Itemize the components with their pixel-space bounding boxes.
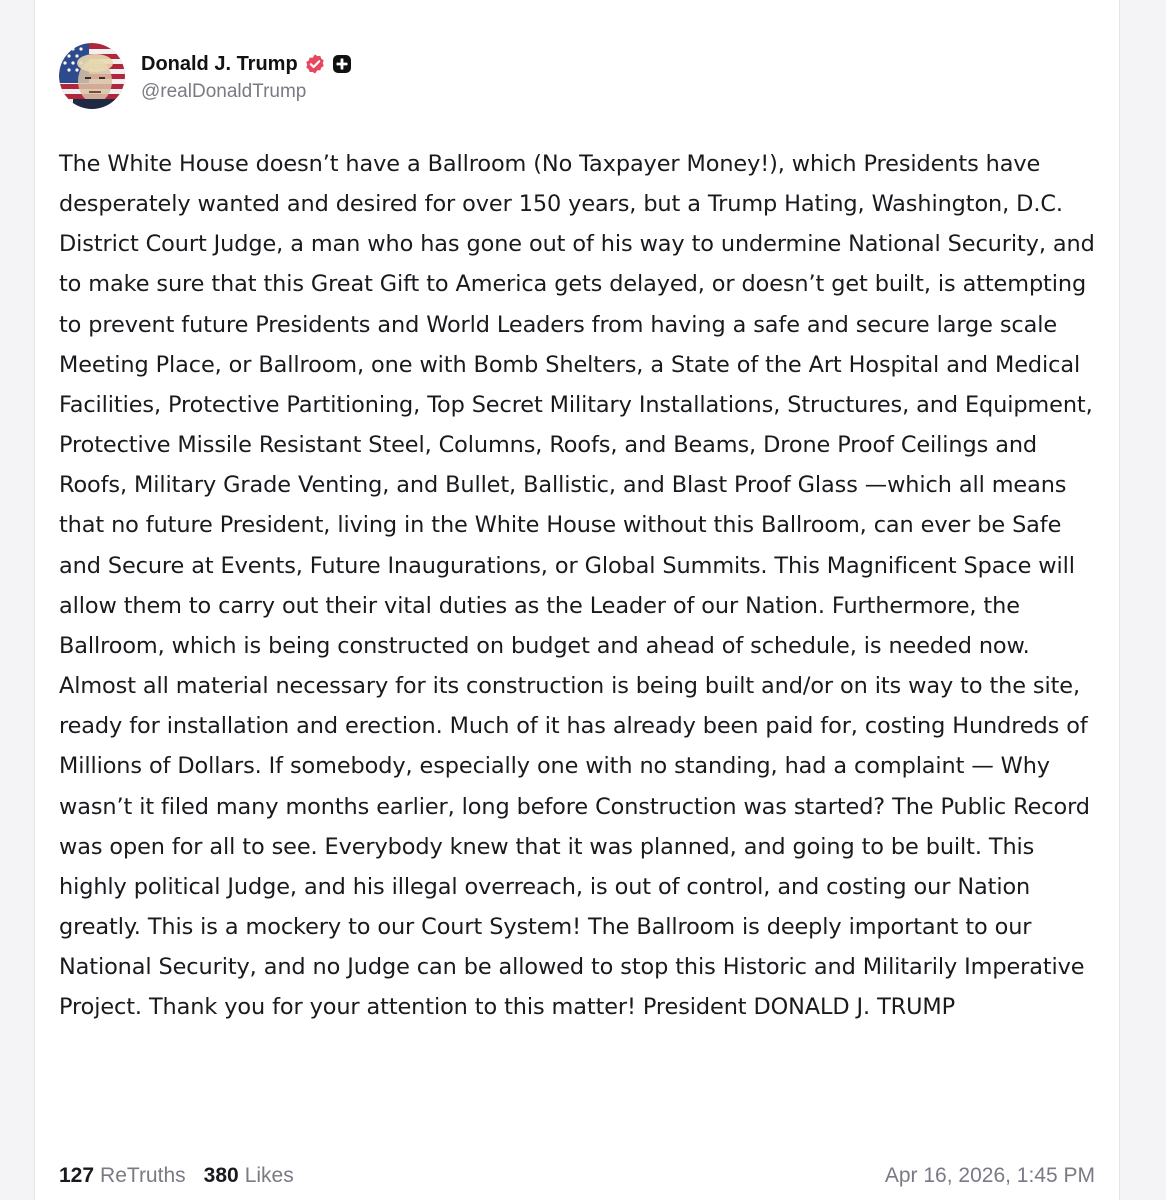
author-display-name[interactable]: Donald J. Trump: [141, 52, 298, 75]
verified-badge-icon: [304, 53, 326, 75]
author-info: [141, 49, 352, 103]
likes-stat[interactable]: [204, 1164, 294, 1188]
post-card: [34, 0, 1120, 1200]
name-row: [141, 49, 352, 79]
plus-badge-icon: [332, 54, 352, 74]
retruths-count: 127: [59, 1164, 95, 1187]
avatar-image: [59, 43, 125, 109]
post-timestamp[interactable]: Apr 16, 2026, 1:45 PM: [884, 1164, 1095, 1187]
post-body-text: The White House doesn’t have a Ballroom (No Taxpayer Money!), which Presidents have desperately wanted and desired for over 150 years, but a Trump Hating, Washington, D.C. District Court Judge, a man who has gone out of his way to undermine National Security, and to make sure that this Great Gift to America gets delayed, or doesn’t get built, is attempting to prevent future Presidents and World Leaders from having a safe and secure large scale Meeting Place, or Ballroom, one with Bomb Shelters, a State of the Art Hospital and Medical Facilities, Protective Partitioning, Top Secret Military Installations, Structures, and Equipment, Protective Missile Resistant Steel, Columns, Roofs, and Beams, Drone Proof Ceilings and Roofs, Military Grade Venting, and Bullet, Ballistic, and Blast Proof Glass —which all means that no future President, living in the White House without this Ballroom, can ever be Safe and Secure at Events, Future Inaugurations, or Global Summits. This Magnificent Space will allow them to carry out their vital duties as the Leader of our Nation. Furthermore, the Ballroom, which is being constructed on budget and ahead of schedule, is needed now. Almost all material necessary for its construction is being built and/or on its way to the site, ready for installation and erection. Much of it has already been paid for, costing Hundreds of Millions of Dollars. If somebody, especially one with no standing, had a complaint — Why wasn’t it filed many months earlier, long before Construction was started? The Public Record was open for all to see. Everybody knew that it was planned, and going to be built. This highly political Judge, and his illegal overreach, is out of control, and costing our Nation greatly. This is a mockery to our Court System! The Ballroom is deeply important to our National Security, and no Judge can be allowed to stop this Historic and Militarily Imperative Project. Thank you for your attention to this matter! President DONALD J. TRUMP: [59, 151, 1095, 1021]
likes-label: Likes: [244, 1164, 294, 1187]
avatar[interactable]: [59, 43, 125, 109]
retruths-stat[interactable]: [59, 1164, 186, 1188]
likes-count: 380: [203, 1164, 239, 1187]
post-header: [59, 43, 352, 109]
retruths-label: ReTruths: [100, 1164, 186, 1187]
author-handle[interactable]: @realDonaldTrump: [141, 81, 307, 102]
post-footer: [59, 1160, 1095, 1192]
